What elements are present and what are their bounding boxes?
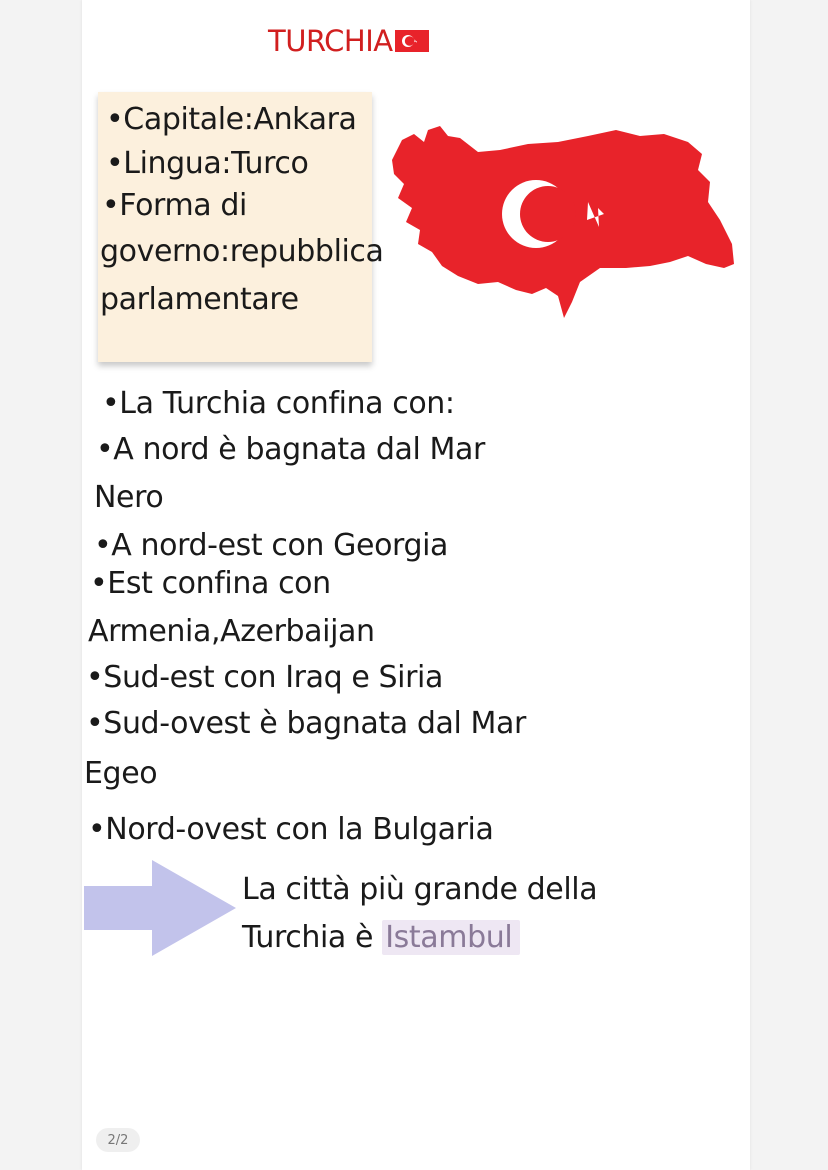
istanbul-highlight: Istambul	[382, 920, 520, 955]
government-line-2: governo:repubblica	[100, 234, 384, 269]
border-north-line2: Nero	[94, 480, 164, 515]
largest-city-line1: La città più grande della	[242, 872, 598, 907]
right-arrow-icon	[84, 858, 240, 958]
government-line-3: parlamentare	[100, 282, 299, 317]
largest-city-prefix: Turchia è	[242, 920, 383, 955]
language-line: •Lingua:Turco	[106, 146, 309, 181]
page-title	[268, 24, 429, 58]
border-southwest-line2: Egeo	[84, 756, 158, 791]
border-northeast: •A nord-est con Georgia	[94, 528, 449, 563]
government-line-1: •Forma di	[102, 188, 247, 223]
largest-city-line2	[242, 920, 520, 955]
page-indicator: 2/2	[96, 1128, 140, 1152]
borders-intro: •La Turchia confina con:	[102, 386, 455, 421]
turkey-flag-icon	[395, 30, 429, 52]
border-east-line1: •Est confina con	[90, 566, 331, 601]
turkey-map-flag-icon	[388, 112, 738, 322]
border-north-line1: •A nord è bagnata dal Mar	[96, 432, 485, 467]
title-text: TURCHIA	[268, 24, 393, 58]
border-southeast: •Sud-est con Iraq e Siria	[86, 660, 443, 695]
border-southwest-line1: •Sud-ovest è bagnata dal Mar	[86, 706, 526, 741]
border-northwest: •Nord-ovest con la Bulgaria	[88, 812, 494, 847]
border-east-line2: Armenia,Azerbaijan	[88, 614, 375, 649]
capital-line: •Capitale:Ankara	[106, 102, 357, 137]
